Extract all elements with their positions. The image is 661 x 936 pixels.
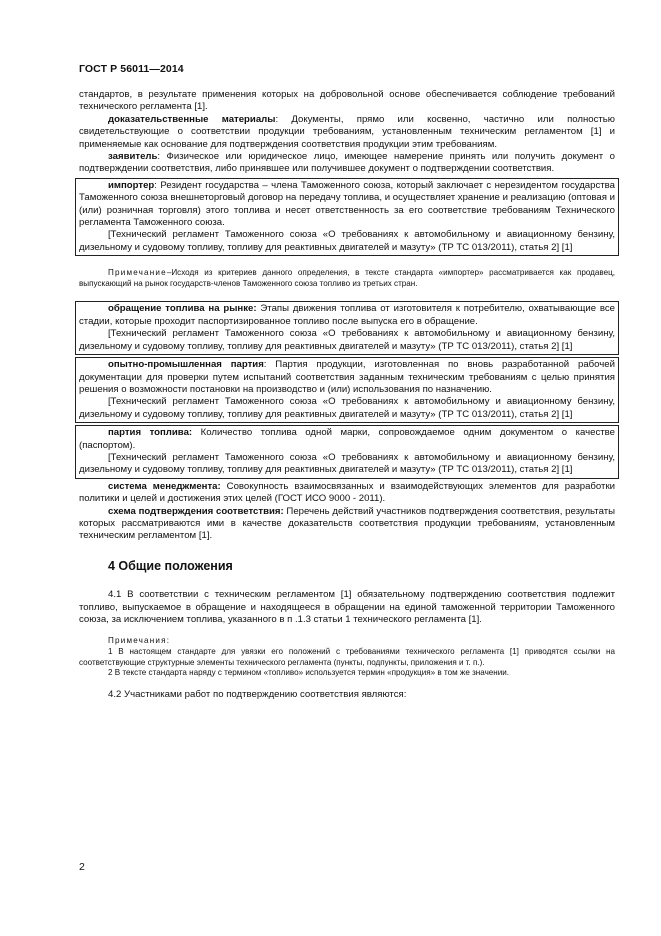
definition-fuel-batch (79, 427, 615, 452)
document-header: ГОСТ Р 56011—2014 (79, 63, 184, 75)
definition-evidence (79, 114, 615, 151)
importer-note-text: –Исходя из критериев данного определения, в тексте стандарта «импортер» рассматривается как продавец, выпускающий на рынок государств-членов Таможенного союза топливо из третьих стран. (79, 268, 615, 288)
importer-note (79, 268, 615, 289)
definition-circulation-box (75, 301, 619, 355)
term-pilot-batch: опытно-промышленная партия (108, 359, 264, 371)
definition-applicant-text: : Физическое или юридическое лицо, имеющее намерение принять или получить документ о подтверждении соответствия, либо принявшее или получившее документ о подтверждении соответствия. (79, 151, 615, 175)
definition-management-text: Совокупность взаимосвязанных и взаимодействующих элементов для разработки политики и целей и достижения этих целей (ГОСТ ИСО 9000 - 2011). (79, 480, 616, 505)
definition-scheme (79, 506, 615, 543)
definition-fuel-batch-text: Количество топлива одной марки, сопровождаемое одним документом о качестве (паспортом). (79, 427, 615, 451)
term-circulation: обращение топлива на рынке: (108, 303, 257, 315)
definition-importer (79, 180, 615, 230)
page-number: 2 (79, 861, 85, 873)
definition-importer-text: : Резидент государства – члена Таможенного союза, который заключает с нерезидентом государства Таможенного союза внешнеторговый договор на передачу топлива, и осуществляет хранение и реализацию (оптовая и (или) розничная торговля) этого топлива и несет ответственность за его соответствие требованиям Технического регламента Таможенного союза. (79, 179, 615, 229)
page-content (79, 89, 615, 701)
section-4-note-2: 2 В тексте стандарта наряду с термином «топливо» используется термин «продукция» в том же значении. (108, 668, 510, 678)
section-4-heading: 4 Общие положения (108, 558, 233, 573)
definition-pilot-batch-text: : Партия продукции, изготовленная по вновь разработанной рабочей документации для проверки путем испытаний соответствия заданным техническим требованиям с целью принятия решения о возможности постановки на производство и (или) использования по назначению. (79, 359, 615, 395)
term-scheme: схема подтверждения соответствия: (108, 505, 284, 517)
definition-circulation-ref: [Технический регламент Таможенного союза «О требованиях к автомобильному и авиационному бензину, дизельному и судовому топливу, топливу для реактивных двигателей и мазуту» (ТР ТС 013/2011), статья 2] [1] (79, 328, 615, 352)
definition-scheme-text: Перечень действий участников подтверждения соответствия, результаты которых рассматриваются ими в качестве доказательств соответствия продукции требованиям, установленным техническим регламентом [1]. (79, 505, 615, 542)
term-evidence: доказательственные материалы (108, 113, 276, 125)
definition-importer-ref: [Технический регламент Таможенного союза «О требованиях к автомобильному и авиационному бензину, дизельному и судовому топливу, топливу для реактивных двигателей и мазуту» (ТР ТС 013/2011), статья 2] [1] (79, 229, 615, 253)
section-4-2-paragraph: 4.2 Участниками работ по подтверждению соответствия являются: (108, 688, 407, 700)
importer-note-label: Примечание (108, 268, 167, 278)
definition-applicant (79, 151, 615, 176)
definition-importer-box (75, 178, 619, 256)
definition-circulation-text: Этапы движения топлива от изготовителя к потребителю, охватывающие все стадии, которые проходит паспортизированное топливо после выпуска его в обращение. (79, 303, 615, 327)
section-4-note-1: 1 В настоящем стандарте для увязки его положений с требованиями технического регламента [1] приводятся ссылки на соответствующие структурные элементы технического регламента (пункты, подпункты, приложения и т. п.). (79, 647, 615, 667)
section-4-notes-label: Примечания: (108, 636, 171, 646)
definition-fuel-batch-ref: [Технический регламент Таможенного союза «О требованиях к автомобильному и авиационному бензину, дизельному и судовому топливу, топливу для реактивных двигателей и мазуту» (ТР ТС 013/2011), статья 2] [1] (79, 451, 615, 476)
definition-pilot-batch-ref: [Технический регламент Таможенного союза «О требованиях к автомобильному и авиационному бензину, дизельному и судовому топливу, топливу для реактивных двигателей и мазуту» (ТР ТС 013/2011), статья 2] [1] (79, 396, 615, 420)
definition-circulation (79, 303, 615, 328)
definition-management (79, 481, 615, 506)
definition-pilot-batch-box (75, 357, 619, 423)
term-importer: импортер (108, 179, 155, 191)
definition-pilot-batch (79, 359, 615, 396)
intro-paragraph: стандартов, в результате применения которых на добровольной основе обеспечивается соблюдение требований технического регламента [1]. (79, 89, 615, 113)
term-fuel-batch: партия топлива: (108, 427, 193, 439)
definition-evidence-text: : Документы, прямо или косвенно, частично или полностью свидетельствующие о соответствии продукции требованиям, установленным техническим регламентом [1] и применяемые как основание для подтверждения соответствия продукции этим требованиям. (79, 113, 616, 150)
section-4-1-paragraph: 4.1 В соответствии с техническим регламентом [1] обязательному подтверждению соответствия подлежит топливо, выпускаемое в обращение и находящееся в обращении на единой таможенной территории Таможенного союза, за исключением топлива, указанного в п .1.3 статьи 1 технического регламента [1]. (79, 589, 615, 625)
term-applicant: заявитель (108, 151, 158, 163)
term-management: система менеджмента: (108, 480, 221, 492)
definition-fuel-batch-box (75, 425, 619, 479)
